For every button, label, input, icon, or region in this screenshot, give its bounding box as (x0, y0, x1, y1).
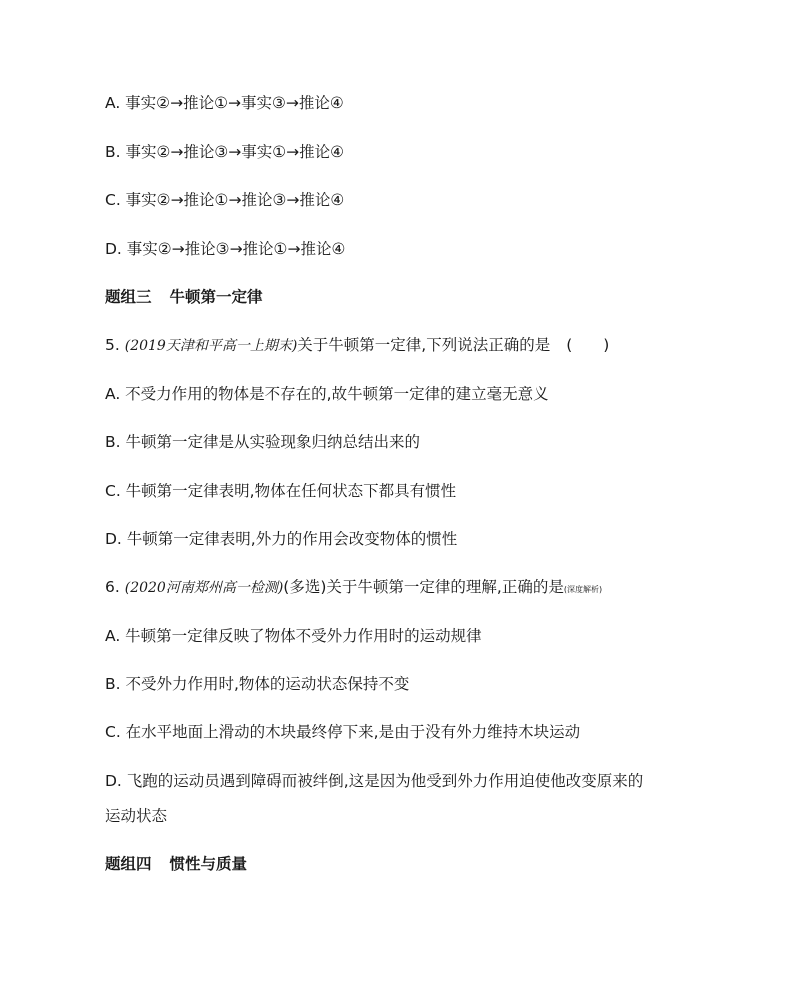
q6-option-d-line2: 运动状态 (105, 807, 168, 825)
q6-option-a: A. 牛顿第一定律反映了物体不受外力作用时的运动规律 (105, 627, 482, 645)
q6-number: 6. (105, 578, 120, 596)
q5-option-d: D. 牛顿第一定律表明,外力的作用会改变物体的惯性 (105, 530, 458, 548)
q6-option-b: B. 不受外力作用时,物体的运动状态保持不变 (105, 675, 410, 693)
q4-option-c: C. 事实②→推论①→推论③→推论④ (105, 191, 345, 209)
q4-option-b: B. 事实②→推论③→事实①→推论④ (105, 143, 345, 161)
q5-option-c: C. 牛顿第一定律表明,物体在任何状态下都具有惯性 (105, 482, 457, 500)
group4-label: 题组四 (105, 855, 152, 873)
q6-type: (多选) (283, 578, 327, 596)
q5-source: (2019天津和平高一上期末) (124, 338, 298, 354)
q6-stem: 关于牛顿第一定律的理解,正确的是 (326, 578, 564, 596)
q6-stem-line (105, 577, 602, 600)
group3-label: 题组三 (105, 288, 152, 306)
q5-stem-line (105, 335, 609, 356)
group4-title: 惯性与质量 (169, 855, 248, 873)
q6-analysis-tag: (深度解析) (563, 585, 603, 594)
group3-title: 牛顿第一定律 (169, 288, 263, 306)
q5-option-a: A. 不受力作用的物体是不存在的,故牛顿第一定律的建立毫无意义 (105, 385, 549, 403)
q6-option-d-line1: D. 飞跑的运动员遇到障碍而被绊倒,这是因为他受到外力作用迫使他改变原来的 (105, 772, 644, 790)
q5-stem: 关于牛顿第一定律,下列说法正确的是 (297, 336, 551, 354)
q6-option-c: C. 在水平地面上滑动的木块最终停下来,是由于没有外力维持木块运动 (105, 723, 581, 741)
q5-answer-blank: ( ) (566, 336, 610, 354)
q4-option-a: A. 事实②→推论①→事实③→推论④ (105, 94, 344, 112)
q6-source: (2020河南郑州高一检测) (124, 580, 284, 596)
q5-number: 5. (105, 336, 120, 354)
q4-option-d: D. 事实②→推论③→推论①→推论④ (105, 240, 346, 258)
group4-heading (105, 854, 247, 874)
group3-heading (105, 287, 263, 307)
q5-option-b: B. 牛顿第一定律是从实验现象归纳总结出来的 (105, 433, 420, 451)
